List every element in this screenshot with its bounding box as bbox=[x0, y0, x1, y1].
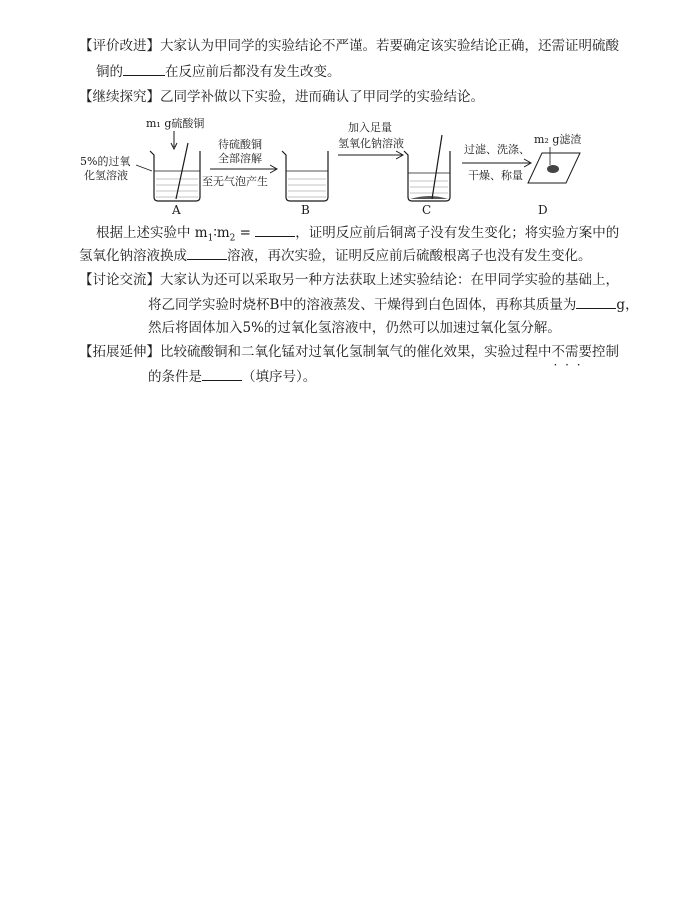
replace-line: 氢氧化钠溶液换成 溶液，再次实验，证明反应前后硫酸根离子也没有发生变化。 bbox=[79, 245, 592, 266]
svg-text:氢氧化钠溶液: 氢氧化钠溶液 bbox=[338, 137, 404, 150]
evaluation-line-2: 铜的 在反应前后都没有发生改变。 bbox=[96, 61, 341, 82]
beaker-a-label-2: 化氢溶液 bbox=[84, 169, 128, 182]
m1-label: m₁ g硫酸铜 bbox=[146, 117, 205, 130]
solution-blank[interactable] bbox=[187, 245, 227, 260]
svg-text:加入足量: 加入足量 bbox=[348, 121, 392, 134]
ratio-line: 根据上述实验中 $m_1∶m_2$ = ，证明反应前后铜离子没有发生变化；将实验方案中的 bbox=[96, 222, 619, 249]
paper-d-letter: D bbox=[538, 203, 548, 217]
discussion-line-3: 然后将固体加入5%的过氧化氢溶液中，仍然可以加速过氧化氢分解。 bbox=[148, 320, 561, 336]
filter-paper-icon bbox=[528, 153, 580, 183]
extension-line: 【拓展延伸】比较硫酸铜和二氧化锰对过氧化氢制氧气的催化效果，实验过程中不需要 · · ·控制 bbox=[79, 342, 619, 362]
svg-text:待硫酸铜: 待硫酸铜 bbox=[218, 138, 262, 151]
discussion-line-2: 将乙同学实验时烧杯B中的溶液蒸发、干燥得到白色固体，再称其质量为 g， bbox=[148, 294, 639, 315]
evaluation-line: 【评价改进】大家认为甲同学的实验结论不严谨。若要确定该实验结论正确，还需证明硫酸 bbox=[79, 38, 619, 54]
beaker-c-icon bbox=[404, 135, 450, 201]
continue-explore-line: 【继续探究】乙同学补做以下实验，进而确认了甲同学的实验结论。 bbox=[79, 89, 484, 105]
beaker-a-label: 5%的过氧 bbox=[80, 155, 131, 168]
beaker-a-letter: A bbox=[172, 203, 181, 217]
m2-label: m₂ g滤渣 bbox=[534, 133, 582, 146]
beaker-b-icon bbox=[282, 151, 328, 201]
option-blank[interactable] bbox=[202, 366, 242, 381]
answer-blank[interactable] bbox=[123, 61, 165, 76]
beaker-b-letter: B bbox=[301, 203, 310, 217]
ratio-blank[interactable] bbox=[255, 222, 295, 237]
svg-text:至无气泡产生: 至无气泡产生 bbox=[202, 175, 268, 188]
svg-text:干燥、称量: 干燥、称量 bbox=[468, 169, 523, 182]
beaker-c-letter: C bbox=[422, 203, 432, 217]
experiment-diagram bbox=[80, 113, 610, 218]
svg-text:全部溶解: 全部溶解 bbox=[218, 152, 262, 165]
mass-blank[interactable] bbox=[576, 294, 616, 309]
svg-text:过滤、洗涤、: 过滤、洗涤、 bbox=[464, 143, 530, 156]
beaker-a-icon bbox=[150, 143, 200, 201]
discussion-line: 【讨论交流】大家认为还可以采取另一种方法获取上述实验结论：在甲同学实验的基础上， bbox=[79, 272, 619, 288]
extension-line-2: 的条件是 （填序号）。 bbox=[148, 366, 316, 387]
